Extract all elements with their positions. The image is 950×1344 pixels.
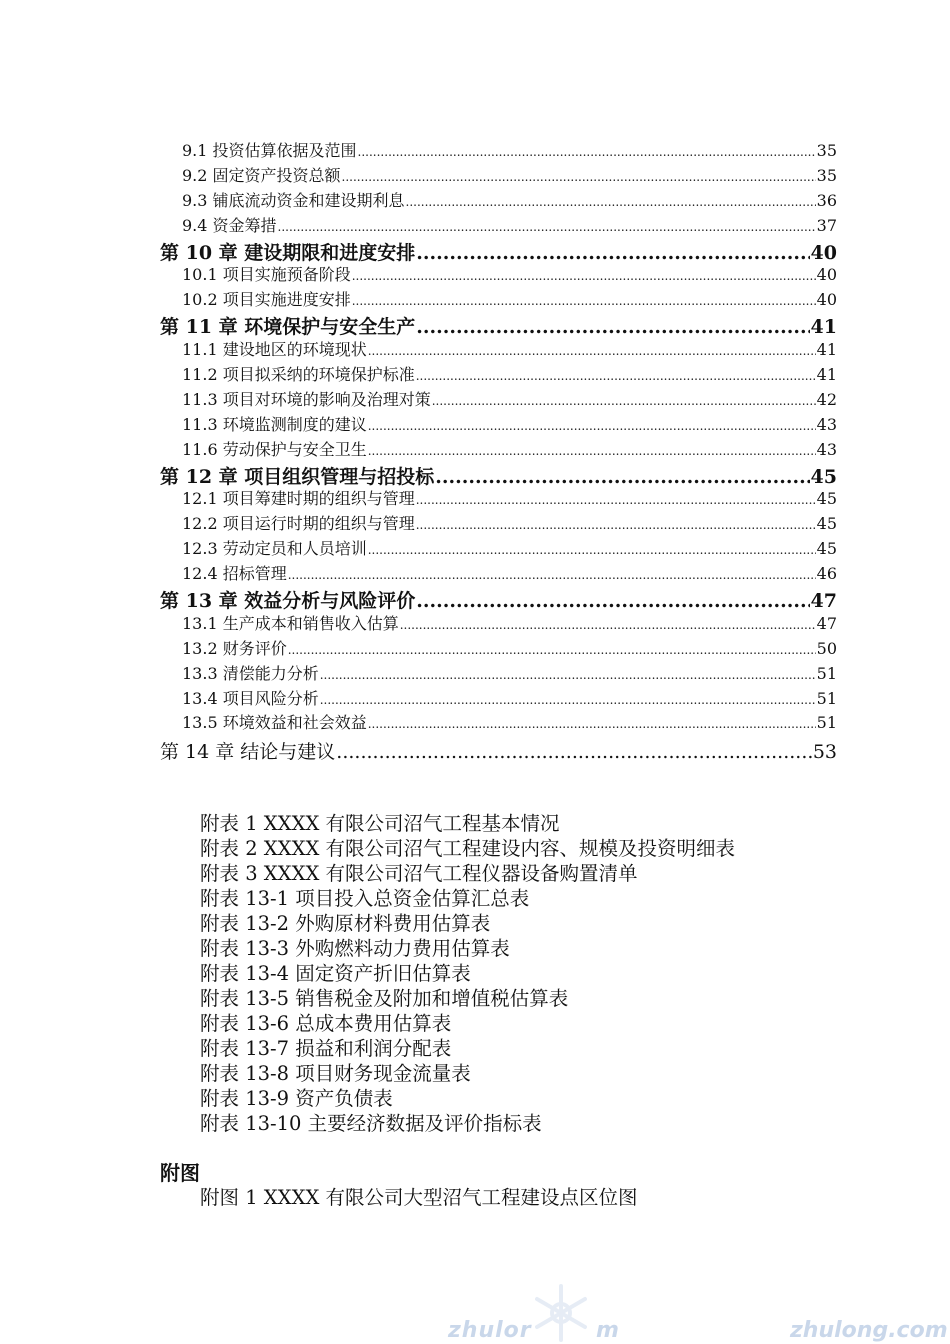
toc-dot-leader <box>416 369 816 383</box>
toc-page-number: 41 <box>816 365 837 385</box>
toc-chapter-entry[interactable] <box>160 462 837 487</box>
appendix-table-item: 附表 13-1 项目投入总资金估算汇总表 <box>200 887 530 910</box>
toc-entry-label: 11.3 环境监测制度的建议 <box>182 414 367 434</box>
toc-entry-label: 13.3 清偿能力分析 <box>182 663 319 683</box>
toc-chapter-entry[interactable] <box>160 312 837 337</box>
toc-section-entry[interactable] <box>160 437 837 462</box>
toc-section-entry[interactable] <box>160 188 837 213</box>
toc-page-number: 45 <box>810 465 837 488</box>
appendix-table-item: 附表 2 XXXX 有限公司沼气工程建设内容、规模及投资明细表 <box>200 837 736 860</box>
toc-page-number: 40 <box>816 290 837 310</box>
toc-section-entry[interactable] <box>160 362 837 387</box>
toc-entry-label: 9.1 投资估算依据及范围 <box>182 141 357 160</box>
toc-dot-leader <box>342 170 816 184</box>
toc-page-number: 43 <box>816 439 837 459</box>
appendix-table-item: 附表 13-3 外购燃料动力费用估算表 <box>200 937 510 960</box>
toc-dot-leader <box>336 741 812 763</box>
toc-section-entry[interactable] <box>160 213 837 238</box>
toc-dot-leader <box>320 693 816 707</box>
toc-dot-leader <box>278 220 816 234</box>
toc-dot-leader <box>368 344 816 358</box>
toc-dot-leader <box>416 316 809 338</box>
toc-page-number: 45 <box>816 514 837 534</box>
toc-entry-label: 第 11 章 环境保护与安全生产 <box>160 316 416 339</box>
toc-page-number: 40 <box>810 241 837 264</box>
toc-dot-leader <box>435 466 809 488</box>
toc-section-entry[interactable] <box>160 138 837 163</box>
toc-dot-leader <box>320 668 816 682</box>
table-of-contents <box>160 138 837 763</box>
toc-entry-label: 11.1 建设地区的环境现状 <box>182 340 367 360</box>
toc-page-number: 45 <box>816 489 837 509</box>
toc-section-entry[interactable] <box>160 287 837 312</box>
toc-entry-label: 13.1 生产成本和销售收入估算 <box>182 613 399 633</box>
figure-item: 附图 1 XXXX 有限公司大型沼气工程建设点区位图 <box>200 1186 638 1209</box>
appendix-table-item: 附表 13-6 总成本费用估算表 <box>200 1012 452 1035</box>
toc-entry-label: 12.1 项目筹建时期的组织与管理 <box>182 489 415 509</box>
toc-page-number: 51 <box>816 663 837 683</box>
toc-entry-label: 11.3 项目对环境的影响及治理对策 <box>182 389 431 409</box>
toc-section-entry[interactable] <box>160 611 837 636</box>
toc-entry-label: 9.3 铺底流动资金和建设期利息 <box>182 190 405 210</box>
toc-entry-label: 10.1 项目实施预备阶段 <box>182 265 351 285</box>
toc-entry-label: 9.4 资金筹措 <box>182 215 277 235</box>
toc-dot-leader <box>368 444 816 458</box>
appendix-table-list <box>200 808 735 1133</box>
toc-page-number: 51 <box>816 688 837 708</box>
toc-dot-leader <box>368 419 816 433</box>
toc-dot-leader <box>416 590 809 612</box>
toc-entry-label: 13.2 财务评价 <box>182 638 287 658</box>
toc-entry-label: 12.4 招标管理 <box>182 564 287 584</box>
appendix-table-item: 附表 13-5 销售税金及附加和增值税估算表 <box>200 987 569 1010</box>
appendix-table-item: 附表 13-8 项目财务现金流量表 <box>200 1062 471 1085</box>
watermark-text-left: zhulor <box>448 1318 532 1343</box>
toc-dot-leader <box>352 294 816 308</box>
toc-dot-leader <box>288 643 816 657</box>
toc-page-number: 42 <box>816 389 837 409</box>
toc-page-number: 36 <box>816 190 837 210</box>
toc-page-number: 53 <box>812 741 837 764</box>
watermark-snowflake-icon <box>530 1282 592 1344</box>
appendix-table-item: 附表 1 XXXX 有限公司沼气工程基本情况 <box>200 812 560 835</box>
toc-dot-leader <box>352 269 816 283</box>
toc-dot-leader <box>406 195 816 209</box>
toc-section-entry[interactable] <box>160 561 837 586</box>
toc-page-number: 51 <box>816 713 837 733</box>
toc-page-number: 45 <box>816 539 837 559</box>
toc-page-number: 47 <box>816 613 837 633</box>
toc-section-entry[interactable] <box>160 710 837 735</box>
toc-dot-leader <box>358 145 816 159</box>
toc-entry-label: 9.2 固定资产投资总额 <box>182 165 341 185</box>
toc-entry-label: 11.2 项目拟采纳的环境保护标准 <box>182 365 415 385</box>
toc-entry-label: 10.2 项目实施进度安排 <box>182 290 351 310</box>
toc-section-entry[interactable] <box>160 337 837 362</box>
toc-page-number: 43 <box>816 414 837 434</box>
toc-dot-leader <box>288 568 816 582</box>
toc-chapter-entry[interactable] <box>160 737 837 763</box>
toc-entry-label: 第 12 章 项目组织管理与招投标 <box>160 465 435 488</box>
toc-section-entry[interactable] <box>160 661 837 686</box>
toc-entry-label: 13.5 环境效益和社会效益 <box>182 713 367 733</box>
toc-chapter-entry[interactable] <box>160 586 837 611</box>
watermark-text-right: zhulong.com <box>790 1318 948 1343</box>
toc-page-number: 41 <box>810 316 837 339</box>
toc-section-entry[interactable] <box>160 536 837 561</box>
toc-section-entry[interactable] <box>160 486 837 511</box>
toc-section-entry[interactable] <box>160 387 837 412</box>
appendix-table-item: 附表 13-4 固定资产折旧估算表 <box>200 962 471 985</box>
toc-chapter-entry[interactable] <box>160 238 837 263</box>
toc-entry-label: 第 14 章 结论与建议 <box>160 741 336 764</box>
toc-dot-leader <box>368 717 816 731</box>
toc-dot-leader <box>416 518 816 532</box>
toc-entry-label: 11.6 劳动保护与安全卫生 <box>182 439 367 459</box>
toc-entry-label: 第 10 章 建设期限和进度安排 <box>160 241 416 264</box>
appendix-table-item: 附表 13-9 资产负债表 <box>200 1087 393 1110</box>
toc-section-entry[interactable] <box>160 636 837 661</box>
toc-page-number: 37 <box>816 215 837 235</box>
appendix-table-item: 附表 13-2 外购原材料费用估算表 <box>200 912 491 935</box>
toc-page-number: 46 <box>816 564 837 584</box>
toc-page-number: 50 <box>816 638 837 658</box>
toc-section-entry[interactable] <box>160 511 837 536</box>
toc-section-entry[interactable] <box>160 262 837 287</box>
toc-section-entry[interactable] <box>160 163 837 188</box>
toc-page-number: 35 <box>816 141 837 160</box>
toc-entry-label: 12.2 项目运行时期的组织与管理 <box>182 514 415 534</box>
toc-entry-label: 13.4 项目风险分析 <box>182 688 319 708</box>
toc-section-entry[interactable] <box>160 412 837 437</box>
toc-section-entry[interactable] <box>160 686 837 711</box>
appendix-table-item: 附表 13-10 主要经济数据及评价指标表 <box>200 1112 542 1135</box>
toc-page-number: 41 <box>816 340 837 360</box>
toc-dot-leader <box>416 493 816 507</box>
figures-heading: 附图 <box>160 1161 200 1185</box>
toc-page-number: 35 <box>816 165 837 185</box>
toc-dot-leader <box>416 242 809 264</box>
appendix-table-item: 附表 13-7 损益和利润分配表 <box>200 1037 452 1060</box>
toc-dot-leader <box>368 543 816 557</box>
toc-entry-label: 12.3 劳动定员和人员培训 <box>182 539 367 559</box>
toc-dot-leader <box>432 394 816 408</box>
watermark-text-mid: m <box>596 1318 619 1343</box>
toc-dot-leader <box>400 618 816 632</box>
toc-page-number: 40 <box>816 265 837 285</box>
toc-entry-label: 第 13 章 效益分析与风险评价 <box>160 590 416 613</box>
toc-page-number: 47 <box>810 590 837 613</box>
appendix-table-item: 附表 3 XXXX 有限公司沼气工程仪器设备购置清单 <box>200 862 638 885</box>
